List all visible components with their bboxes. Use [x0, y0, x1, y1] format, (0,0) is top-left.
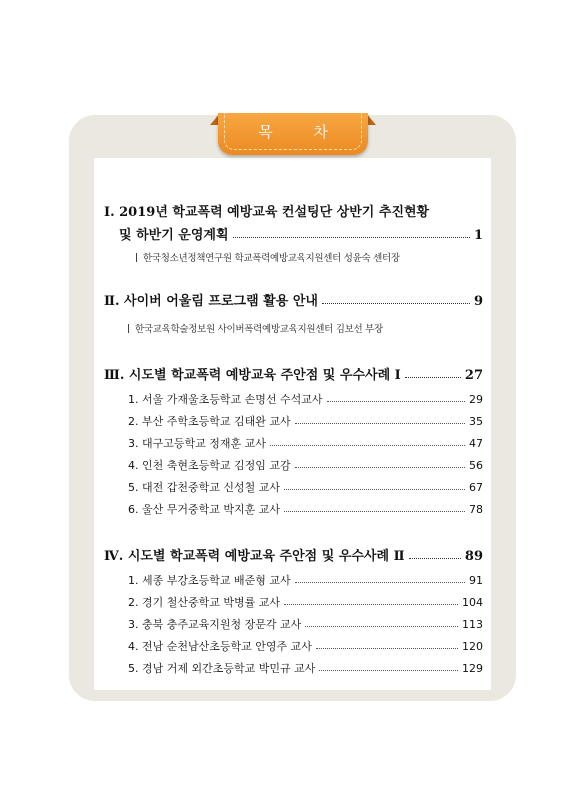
section-1-title-cont: 및 하반기 운영계획: [119, 228, 229, 243]
item-page: 67: [469, 481, 483, 494]
item-page: 56: [469, 459, 483, 472]
leader-dots: [295, 578, 465, 583]
item-label: 3. 충북 충주교육지원청 장문각 교사: [128, 618, 302, 631]
item-page: 113: [462, 618, 483, 631]
section-3-numeral: Ⅲ.: [104, 368, 125, 383]
leader-dots: [284, 485, 465, 490]
leader-dots: [409, 554, 461, 559]
item-page: 104: [462, 596, 483, 609]
section-4-entry[interactable]: [104, 545, 483, 564]
section-1-entry[interactable]: [119, 224, 483, 243]
leader-dots: [233, 233, 470, 238]
item-page: 129: [462, 662, 483, 675]
section-3-item-6[interactable]: [128, 501, 483, 517]
section-4-item-5[interactable]: [128, 660, 483, 676]
leader-dots: [319, 666, 458, 671]
section-3-item-3[interactable]: [128, 435, 483, 451]
section-1-title: 2019년 학교폭력 예방교육 컨설팅단 상반기 추진현황: [119, 205, 430, 220]
section-4-item-1[interactable]: [128, 572, 483, 588]
section-4-item-2[interactable]: [128, 594, 483, 610]
leader-dots: [316, 644, 458, 649]
section-2-entry[interactable]: [104, 290, 483, 309]
author-marker: [136, 253, 137, 262]
item-label: 3. 대구고등학교 정재훈 교사: [128, 437, 266, 450]
item-label: 4. 인천 축현초등학교 김정임 교감: [128, 459, 291, 472]
leader-dots: [284, 507, 465, 512]
leader-dots: [270, 441, 465, 446]
page-title: 목 차: [258, 123, 346, 141]
leader-dots: [305, 622, 458, 627]
leader-dots: [322, 299, 470, 304]
item-label: 1. 세종 부강초등학교 배준형 교사: [128, 574, 291, 587]
section-3-entry[interactable]: [104, 364, 483, 383]
section-3-item-4[interactable]: [128, 457, 483, 473]
section-2-title: 사이버 어울림 프로그램 활용 안내: [124, 294, 318, 309]
leader-dots: [295, 419, 465, 424]
item-page: 47: [469, 437, 483, 450]
section-4-item-4[interactable]: [128, 638, 483, 654]
section-1-line1: [104, 201, 429, 220]
section-4-item-3[interactable]: [128, 616, 483, 632]
section-3-title: 시도별 학교폭력 예방교육 주안점 및 우수사례 Ⅰ: [128, 368, 401, 383]
section-1-author-text: 한국청소년정책연구원 학교폭력예방교육지원센터 성윤숙 센터장: [143, 253, 400, 264]
item-label: 2. 부산 주학초등학교 김태완 교사: [128, 415, 291, 428]
section-4-page: 89: [464, 549, 483, 564]
item-page: 78: [469, 503, 483, 516]
section-2-numeral: Ⅱ.: [104, 294, 120, 309]
item-label: 4. 전남 순천남산초등학교 안영주 교사: [128, 640, 312, 653]
leader-dots: [327, 397, 466, 402]
section-4-title: 시도별 학교폭력 예방교육 주안점 및 우수사례 Ⅱ: [127, 549, 405, 564]
section-3-item-2[interactable]: [128, 413, 483, 429]
section-2-page: 9: [473, 294, 483, 309]
leader-dots: [405, 373, 461, 378]
section-3-item-5[interactable]: [128, 479, 483, 495]
item-label: 5. 대전 갑천중학교 신성철 교사: [128, 481, 280, 494]
item-label: 6. 울산 무거중학교 박지훈 교사: [128, 503, 280, 516]
item-label: 5. 경남 거제 외간초등학교 박민규 교사: [128, 662, 316, 675]
item-page: 120: [462, 640, 483, 653]
item-page: 29: [469, 393, 483, 406]
author-marker: [128, 324, 129, 333]
section-1-author: [136, 250, 400, 264]
section-2-author-text: 한국교육학술정보원 사이버폭력예방교육지원센터 김보선 부장: [135, 324, 383, 335]
section-4-numeral: Ⅳ.: [104, 549, 124, 564]
section-3-item-1[interactable]: [128, 391, 483, 407]
section-1-numeral: Ⅰ.: [104, 205, 115, 220]
item-label: 2. 경기 철산중학교 박병률 교사: [128, 596, 280, 609]
leader-dots: [295, 463, 465, 468]
item-page: 35: [469, 415, 483, 428]
section-1-page: 1: [473, 228, 483, 243]
section-3-page: 27: [464, 368, 483, 383]
leader-dots: [284, 600, 458, 605]
section-2-author: [128, 321, 383, 335]
item-label: 1. 서울 가재울초등학교 손명선 수석교사: [128, 393, 323, 406]
item-page: 91: [469, 574, 483, 587]
